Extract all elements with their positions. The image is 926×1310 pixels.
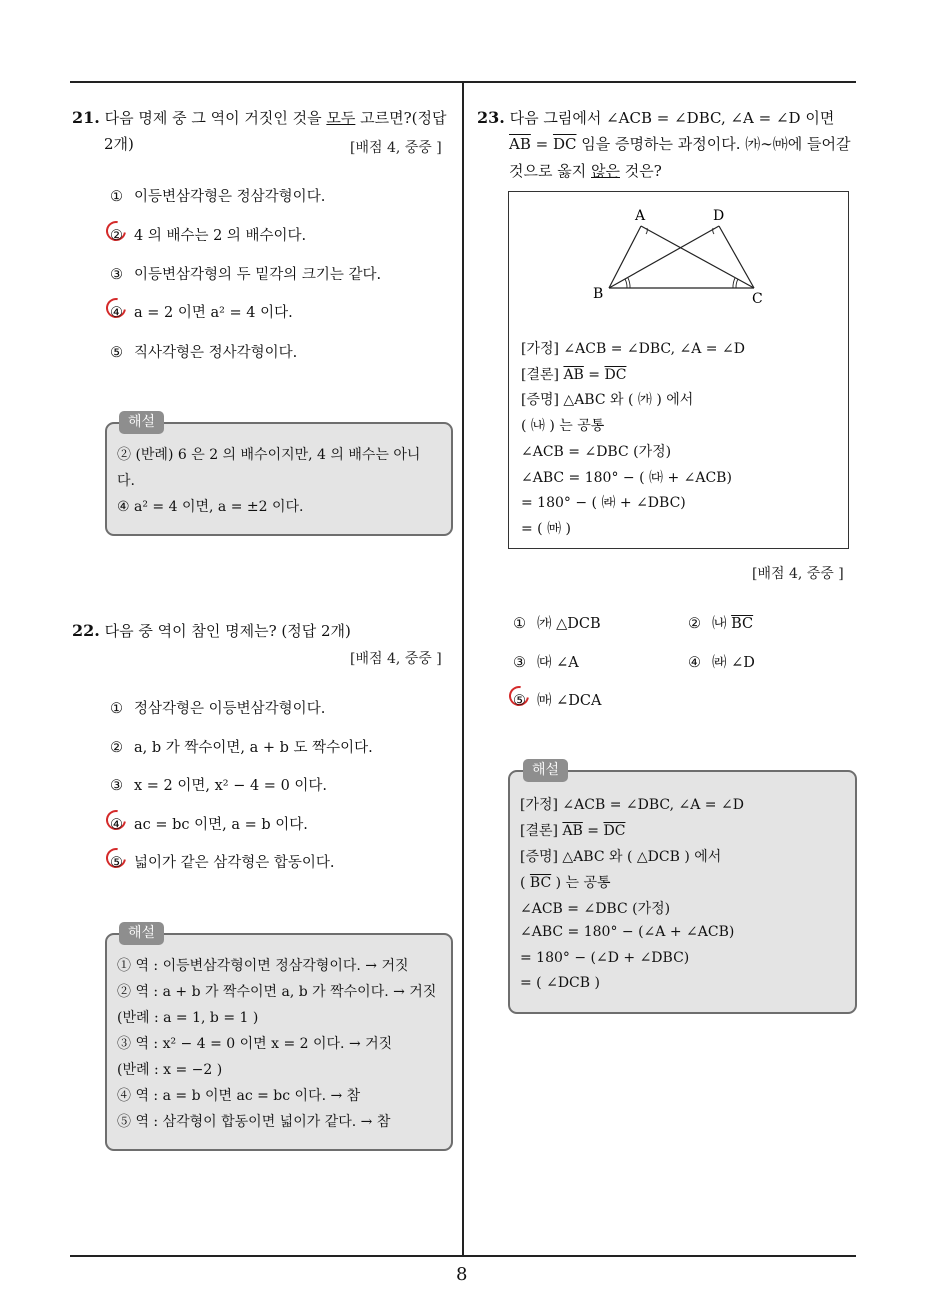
- option-2[interactable]: ② ㈏ $\overline{BC}$: [688, 616, 754, 632]
- proof-line: [결론] $\overline{AB} = \overline{DC}$: [521, 367, 627, 383]
- vertex-label-B: B: [593, 286, 604, 302]
- option-2[interactable]: ② a, b 가 짝수이면, a + b 도 짝수이다.: [110, 740, 373, 756]
- explanation-line: ④ a² = 4 이면, a = ±2 이다.: [117, 499, 304, 515]
- explanation-line: 다.: [117, 473, 135, 489]
- explanation-line: ③ 역 : x² − 4 = 0 이면 x = 2 이다. → 거짓: [117, 1036, 393, 1052]
- explanation-box: [105, 933, 453, 1151]
- explanation-line: ⑤ 역 : 삼각형이 합동이면 넓이가 같다. → 참: [117, 1114, 391, 1130]
- explanation-line: (반례 : a = 1, b = 1 ): [117, 1010, 259, 1026]
- option-3[interactable]: ③ x = 2 이면, x² − 4 = 0 이다.: [110, 778, 328, 794]
- explanation-line: [증명] △ABC 와 ( △DCB ) 에서: [520, 849, 722, 865]
- question-21-stem: 21. 다음 명제 중 그 역이 거짓인 것을 모두 고르면?(정답: [72, 108, 447, 127]
- explanation-line: ∠ACB = ∠DBC (가정): [520, 901, 671, 917]
- proof-line: ∠ABC = 180° − ( ㈐ + ∠ACB): [521, 470, 732, 486]
- proof-line: [가정] ∠ACB = ∠DBC, ∠A = ∠D: [521, 341, 745, 357]
- option-2[interactable]: ② 4 의 배수는 2 의 배수이다.: [110, 228, 307, 244]
- question-number: 21.: [72, 108, 100, 127]
- option-1[interactable]: ① 정삼각형은 이등변삼각형이다.: [110, 701, 326, 717]
- vertex-label-D: D: [713, 208, 725, 224]
- explanation-line: [결론] $\overline{AB} = \overline{DC}$: [520, 823, 626, 839]
- bottom-rule: [70, 1255, 856, 1257]
- question-22-stem: 22. 다음 중 역이 참인 명제는? (정답 2개): [72, 621, 351, 640]
- question-21-stem-cont: 2개): [104, 135, 134, 153]
- explanation-line: ∠ABC = 180° − (∠A + ∠ACB): [520, 924, 735, 940]
- explanation-box: [508, 770, 857, 1014]
- column-divider: [462, 81, 464, 1257]
- explanation-line: ④ 역 : a = b 이면 ac = bc 이다. → 참: [117, 1088, 361, 1104]
- explanation-line: (반례 : x = −2 ): [117, 1062, 223, 1078]
- option-3[interactable]: ③ ㈐ ∠A: [513, 655, 579, 671]
- question-23-stem-cont: 것으로 옳지 않은 것은?: [509, 162, 662, 180]
- option-5[interactable]: ⑤ 직사각형은 정사각형이다.: [110, 345, 298, 361]
- explanation-line: [가정] ∠ACB = ∠DBC, ∠A = ∠D: [520, 797, 744, 813]
- vertex-label-A: A: [635, 208, 646, 224]
- proof-line: = ( ㈒ ): [521, 521, 572, 537]
- explanation-line: ① 역 : 이등변삼각형이면 정삼각형이다. → 거짓: [117, 958, 409, 974]
- vertex-label-C: C: [752, 291, 763, 307]
- score-label: [배점 4, 중중 ]: [350, 651, 442, 667]
- explanation-line: ( $\overline{BC}$ ) 는 공통: [520, 875, 611, 891]
- explanation-line: ② (반례) 6 은 2 의 배수이지만, 4 의 배수는 아니: [117, 447, 421, 463]
- proof-line: [증명] △ABC 와 ( ㈎ ) 에서: [521, 392, 694, 408]
- figure-and-proof-frame: [508, 191, 849, 549]
- score-label: [배점 4, 중중 ]: [350, 140, 442, 156]
- option-3[interactable]: ③ 이등변삼각형의 두 밑각의 크기는 같다.: [110, 267, 382, 283]
- proof-line: = 180° − ( ㈑ + ∠DBC): [521, 495, 686, 511]
- question-number: 23.: [477, 108, 505, 127]
- page-number: 8: [456, 1264, 468, 1285]
- explanation-tag: 해설: [119, 411, 164, 434]
- score-label: [배점 4, 중중 ]: [752, 566, 844, 582]
- question-23-stem: 23. 다음 그림에서 ∠ACB = ∠DBC, ∠A = ∠D 이면: [477, 108, 835, 127]
- explanation-box: [105, 422, 453, 536]
- proof-line: ∠ACB = ∠DBC (가정): [521, 444, 672, 460]
- proof-line: ( ㈏ ) 는 공통: [521, 418, 605, 434]
- question-number: 22.: [72, 621, 100, 640]
- triangle-figure: [509, 192, 848, 312]
- option-5[interactable]: ⑤ ㈒ ∠DCA: [513, 693, 602, 709]
- option-4[interactable]: ④ ac = bc 이면, a = b 이다.: [110, 817, 308, 833]
- explanation-line: ② 역 : a + b 가 짝수이면 a, b 가 짝수이다. → 거짓: [117, 984, 437, 1000]
- explanation-line: = ( ∠DCB ): [520, 975, 600, 991]
- option-4[interactable]: ④ ㈑ ∠D: [688, 655, 755, 671]
- question-23-stem-cont: $\overline{AB} = \overline{DC}$ 임을 증명하는 과정이다. ㈎∼㈒에 들어갈: [509, 135, 851, 153]
- explanation-line: = 180° − (∠D + ∠DBC): [520, 950, 690, 966]
- option-4[interactable]: ④ a = 2 이면 a² = 4 이다.: [110, 305, 293, 321]
- option-1[interactable]: ① 이등변삼각형은 정삼각형이다.: [110, 189, 326, 205]
- explanation-tag: 해설: [119, 922, 164, 945]
- explanation-tag: 해설: [523, 759, 568, 782]
- option-5[interactable]: ⑤ 넓이가 같은 삼각형은 합동이다.: [110, 855, 335, 871]
- option-1[interactable]: ① ㈎ △DCB: [513, 616, 601, 632]
